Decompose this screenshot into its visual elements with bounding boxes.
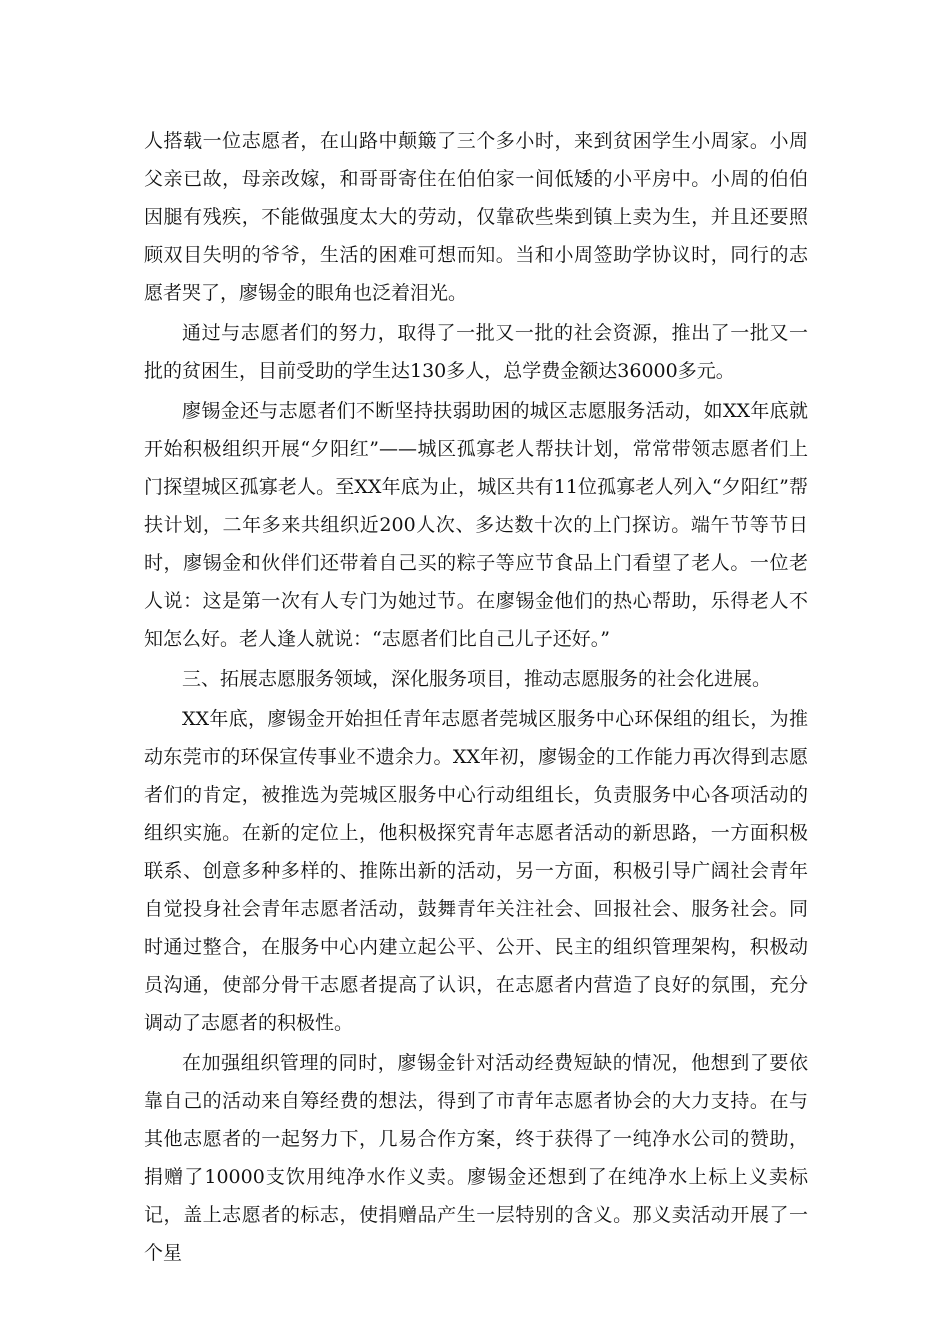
section-heading-3: 三、拓展志愿服务领域，深化服务项目，推动志愿服务的社会化进展。 [182,668,772,690]
paragraph-2: 通过与志愿者们的努力，取得了一批又一批的社会资源，推出了一批又一批的贫困生，目前受助的学生达130多人，总学费金额达36000多元。 [144,322,808,382]
paragraph-5: XX年底，廖锡金开始担任青年志愿者莞城区服务中心环保组的组长，为推动东莞市的环保宣传事业不遗余力。XX年初，廖锡金的工作能力再次得到志愿者们的肯定，被推选为莞城区服务中心行动组组长，负责服务中心各项活动的组织实施。在新的定位上，他积极探究青年志愿者活动的新思路，一方面积极联系、创意多种多样的、推陈出新的活动，另一方面，积极引导广阔社会青年自觉投身社会青年志愿者活动，鼓舞青年关注社会、回报社会、服务社会。同时通过整合，在服务中心内建立起公平、公开、民主的组织管理架构，积极动员沟通，使部分骨干志愿者提高了认识，在志愿者内营造了良好的氛围，充分调动了志愿者的积极性。 [144,708,808,1034]
paragraph-3: 廖锡金还与志愿者们不断坚持扶弱助困的城区志愿服务活动，如XX年底就开始积极组织开展“夕阳红”——城区孤寡老人帮扶计划，常常带领志愿者们上门探望城区孤寡老人。至XX年底为止，城区共有11位孤寡老人列入“夕阳红”帮扶计划，二年多来共组织近200人次、多达数十次的上门探访。端午节等节日时，廖锡金和伙伴们还带着自己买的粽子等应节食品上门看望了老人。一位老人说：这是第一次有人专门为她过节。在廖锡金他们的热心帮助，乐得老人不知怎么好。老人逢人就说：“志愿者们比自己儿子还好。” [144,400,808,650]
paragraph-1: 人搭载一位志愿者，在山路中颠簸了三个多小时，来到贫困学生小周家。小周父亲已故，母亲改嫁，和哥哥寄住在伯伯家一间低矮的小平房中。小周的伯伯因腿有残疾，不能做强度太大的劳动，仅靠砍些柴到镇上卖为生，并且还要照顾双目失明的爷爷，生活的困难可想而知。当和小周签助学协议时，同行的志愿者哭了，廖锡金的眼角也泛着泪光。 [144,130,808,304]
paragraph-6: 在加强组织管理的同时，廖锡金针对活动经费短缺的情况，他想到了要依靠自己的活动来自筹经费的想法，得到了市青年志愿者协会的大力支持。在与其他志愿者的一起努力下，几易合作方案，终于获得了一纯净水公司的赞助，捐赠了10000支饮用纯净水作义卖。廖锡金还想到了在纯净水上标上义卖标记，盖上志愿者的标志，使捐赠品产生一层特别的含义。那义卖活动开展了一个星 [144,1052,808,1264]
document-body [144,122,808,1274]
